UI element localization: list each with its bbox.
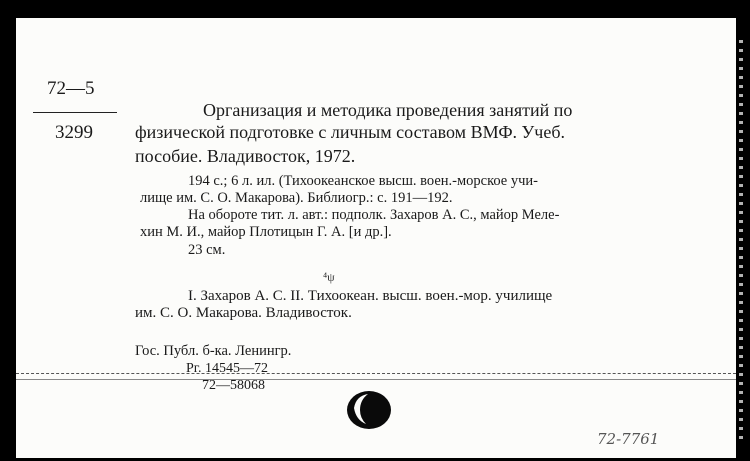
authors-note-line-1: На обороте тит. л. авт.: подполк. Захаров А. С., майор Меле- (188, 207, 560, 223)
classification-number: 72—5 (47, 78, 95, 99)
series-note: лище им. С. О. Макарова). Библиогр.: с. 191—192. (140, 190, 453, 206)
registration-number-1: Рг. 14545—72 (186, 361, 268, 376)
authors-note-line-2: хин М. И., майор Плотицын Г. А. [и др.]. (140, 224, 392, 240)
scan-border-right (736, 0, 750, 461)
punch-hole-icon (344, 386, 394, 430)
tracings-line-1: I. Захаров А. С. II. Тихоокеан. высш. воен.-мор. училище (188, 288, 553, 304)
scan-line (16, 373, 736, 374)
scan-border-top (0, 0, 750, 18)
physical-description: 194 с.; 6 л. ил. (Тихоокеанское высш. воен.-морское учи- (188, 173, 539, 189)
scan-border-left (0, 0, 16, 461)
handwritten-mark: ⁴ψ (323, 270, 335, 284)
title-line-2: физической подготовке с личным составом ВМФ. Учеб. (135, 122, 566, 142)
title-line-1: Организация и методика проведения занятий по (203, 100, 573, 120)
title-line-3: пособие. Владивосток, 1972. (135, 146, 356, 166)
tracings-line-2: им. С. О. Макарова. Владивосток. (135, 305, 352, 321)
registration-number-2: 72—58068 (202, 378, 265, 393)
scan-line (16, 379, 736, 380)
size-note: 23 см. (188, 242, 226, 258)
accession-number: 3299 (55, 122, 93, 143)
library-name: Гос. Публ. б-ка. Ленингр. (135, 343, 292, 359)
classification-divider (33, 112, 117, 113)
handwritten-note: 72-7761 (597, 430, 660, 448)
